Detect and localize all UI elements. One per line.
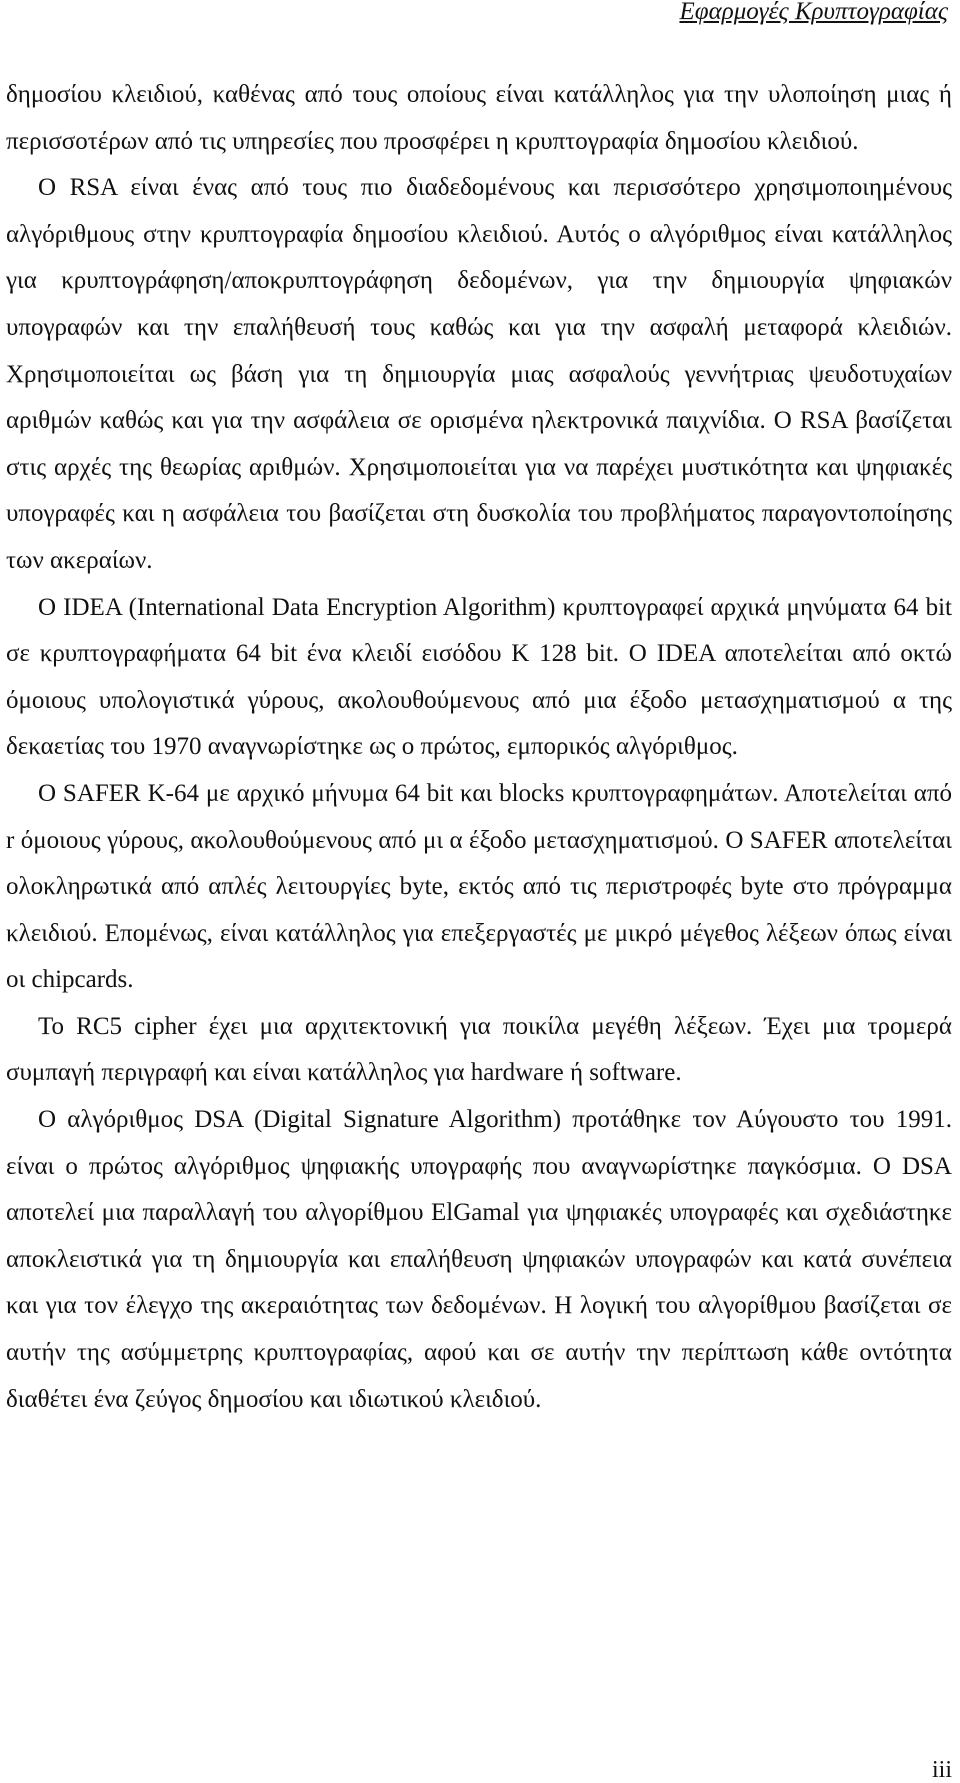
running-header: Εφαρμογές Κρυπτογραφίας — [679, 0, 948, 25]
paragraph-intro-continuation: δημοσίου κλειδιού, καθένας από τους οποίους είναι κατάλληλος για την υλοποίηση μιας ή περισσοτέρων από τις υπηρεσίες που προσφέρει η κρυπτογραφία δημοσίου κλειδιού. — [6, 81, 952, 155]
page-number: iii — [931, 1757, 952, 1783]
paragraph-dsa: Ο αλγόριθμος DSA (Digital Signature Algorithm) προτάθηκε τον Αύγουστο του 1991. είναι ο πρώτος αλγόριθμος ψηφιακής υπογραφής που αναγνωρίστηκε παγκόσμια. Ο DSA αποτελεί μια παραλλαγή του αλγορίθμου ElGamal για ψηφιακές υπογραφές και σχεδιάστηκε αποκλειστικά για τη δημιουργία και επαλήθευση ψηφιακών υπογραφών και κατά συνέπεια και για τον έλεγχο της ακεραιότητας των δεδομένων. Η λογική του αλγορίθμου βασίζεται σε αυτήν της ασύμμετρης κρυπτογραφίας, αφού και σε αυτήν την περίπτωση κάθε οντότητα διαθέτει ένα ζεύγος δημοσίου και ιδιωτικού κλειδιού. — [6, 1106, 952, 1413]
paragraph-rsa: Ο RSA είναι ένας από τους πιο διαδεδομένους και περισσότερο χρησιμοποιημένους αλγόριθμους στην κρυπτογραφία δημοσίου κλειδιού. Αυτός ο αλγόριθμος είναι κατάλληλος για κρυπτογράφηση/αποκρυπτογράφηση δεδομένων, για την δημιουργία ψηφιακών υπογραφών και την επαλήθευσή τους καθώς και για την ασφαλή μεταφορά κλειδιών. Χρησιμοποιείται ως βάση για τη δημιουργία μιας ασφαλούς γεννήτριας ψευδοτυχαίων αριθμών καθώς και για την ασφάλεια σε ορισμένα ηλεκτρονικά παιχνίδια. Ο RSA βασίζεται στις αρχές της θεωρίας αριθμών. Χρησιμοποιείται για να παρέχει μυστικότητα και ψηφιακές υπογραφές και η ασφάλεια του βασίζεται στη δυσκολία του προβλήματος παραγοντοποίησης των ακεραίων. — [6, 174, 952, 574]
paragraph-rc5: Το RC5 cipher έχει μια αρχιτεκτονική για ποικίλα μεγέθη λέξεων. Έχει μια τρομερά συμπαγή περιγραφή και είναι κατάλληλος για hardware ή software. — [6, 1012, 952, 1087]
paragraph-idea: Ο IDEA (International Data Encryption Algorithm) κρυπτογραφεί αρχικά μηνύματα 64 bit σε κρυπτογραφήματα 64 bit ένα κλειδί εισόδου K 128 bit. Ο IDEA αποτελείται από οκτώ όμοιους υπολογιστικά γύρους, ακολουθούμενους από μια έξοδο μετασχηματισμού α της δεκαετίας του 1970 αναγνωρίστηκε ως ο πρώτος, εμπορικός αλγόριθμος. — [6, 593, 952, 761]
paragraph-safer: Ο SAFER K-64 με αρχικό μήνυμα 64 bit και blocks κρυπτογραφημάτων. Αποτελείται από r όμοιους γύρους, ακολουθούμενους από μι α έξοδο μετασχηματισμού. Ο SAFER αποτελείται ολοκληρωτικά από απλές λειτουργίες byte, εκτός από τις περιστροφές byte στο πρόγραμμα κλειδιού. Επομένως, είναι κατάλληλος για επεξεργαστές με μικρό μέγεθος λέξεων όπως είναι οι chipcards. — [6, 779, 952, 994]
page-body — [6, 72, 952, 1423]
